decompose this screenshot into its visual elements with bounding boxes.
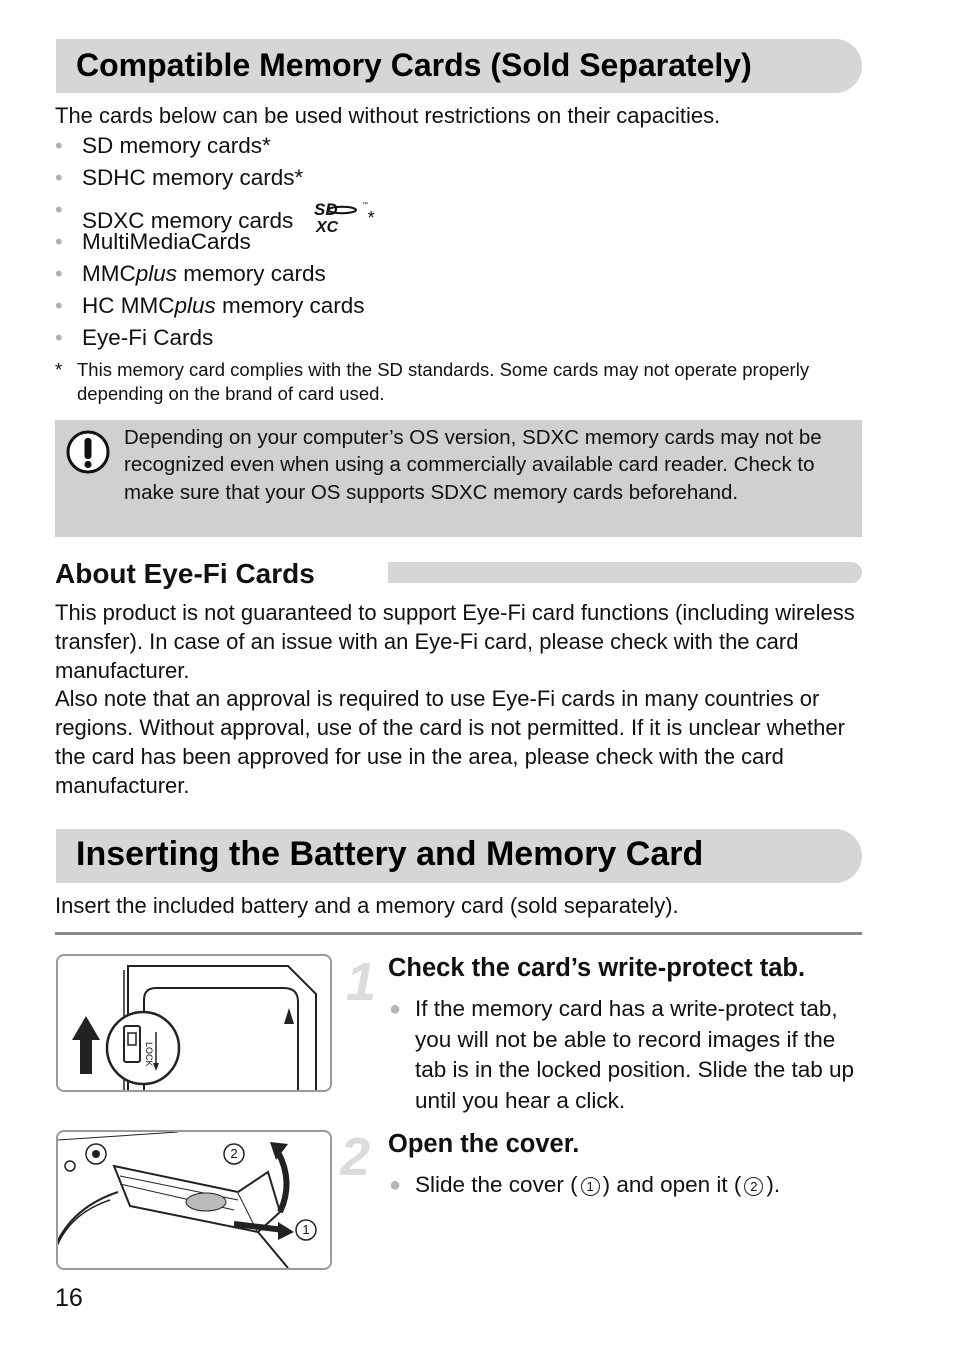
eyefi-paragraph-2: Also note that an approval is required to use Eye-Fi cards in many countries or regions. Without approval, use of the card is not permitted. If it is unclear whether the card has been approved for use in the area, please check with the card manufacturer. (55, 686, 845, 798)
caution-box (55, 420, 862, 537)
step-number: 2 (340, 1127, 371, 1187)
lock-label: LOCK (144, 1042, 154, 1067)
list-item: • Eye-Fi Cards (55, 325, 214, 350)
exclamation-caution-icon (65, 429, 111, 475)
memory-card-list (55, 130, 375, 354)
list-item: • HC MMCplus memory cards (55, 293, 365, 318)
figure-marker: 1 (302, 1222, 310, 1237)
list-item: • SDHC memory cards* (55, 165, 304, 190)
svg-text:SD: SD (313, 200, 338, 219)
svg-text:™: ™ (361, 202, 368, 208)
list-item: • MultiMediaCards (55, 229, 251, 254)
figure-marker: 2 (230, 1146, 238, 1161)
section-title-memory-cards: Compatible Memory Cards (Sold Separately) (76, 47, 752, 83)
step-number: 1 (346, 952, 377, 1012)
step-title: Open the cover. (388, 1130, 580, 1158)
marker-2: 2 (744, 1177, 763, 1196)
caution-text: Depending on your computer’s OS version, SDXC memory cards may not be recognized even when using a commercially available card reader. Check to make sure that your OS supports SDXC memory cards beforehand. (124, 426, 822, 504)
step-title: Check the card’s write-protect tab. (388, 954, 806, 982)
eyefi-paragraph-1: This product is not guaranteed to support Eye-Fi card functions (including wireless transfer). In case of an issue with an Eye-Fi card, please check with the card manufacturer. (55, 600, 855, 683)
camera-cover-illustration (58, 1132, 330, 1268)
write-protect-figure (56, 954, 332, 1092)
open-cover-figure (56, 1130, 332, 1270)
marker-1: 1 (581, 1177, 600, 1196)
sd-card-illustration (58, 956, 330, 1090)
section-title-inserting: Inserting the Battery and Memory Card (76, 835, 704, 873)
eyefi-heading: About Eye-Fi Cards (55, 558, 315, 589)
list-item: • MMCplus memory cards (55, 261, 326, 286)
svg-text:XC: XC (315, 219, 338, 234)
subheading-bar (388, 562, 862, 583)
memory-cards-intro: The cards below can be used without restrictions on their capacities. (55, 103, 721, 128)
list-item: • SD memory cards* (55, 133, 271, 158)
divider (55, 932, 862, 935)
list-item: • SDXC memory cards SD XC ™ * (55, 197, 375, 234)
page-number: 16 (55, 1284, 83, 1312)
inserting-intro: Insert the included battery and a memory card (sold separately). (55, 893, 679, 918)
